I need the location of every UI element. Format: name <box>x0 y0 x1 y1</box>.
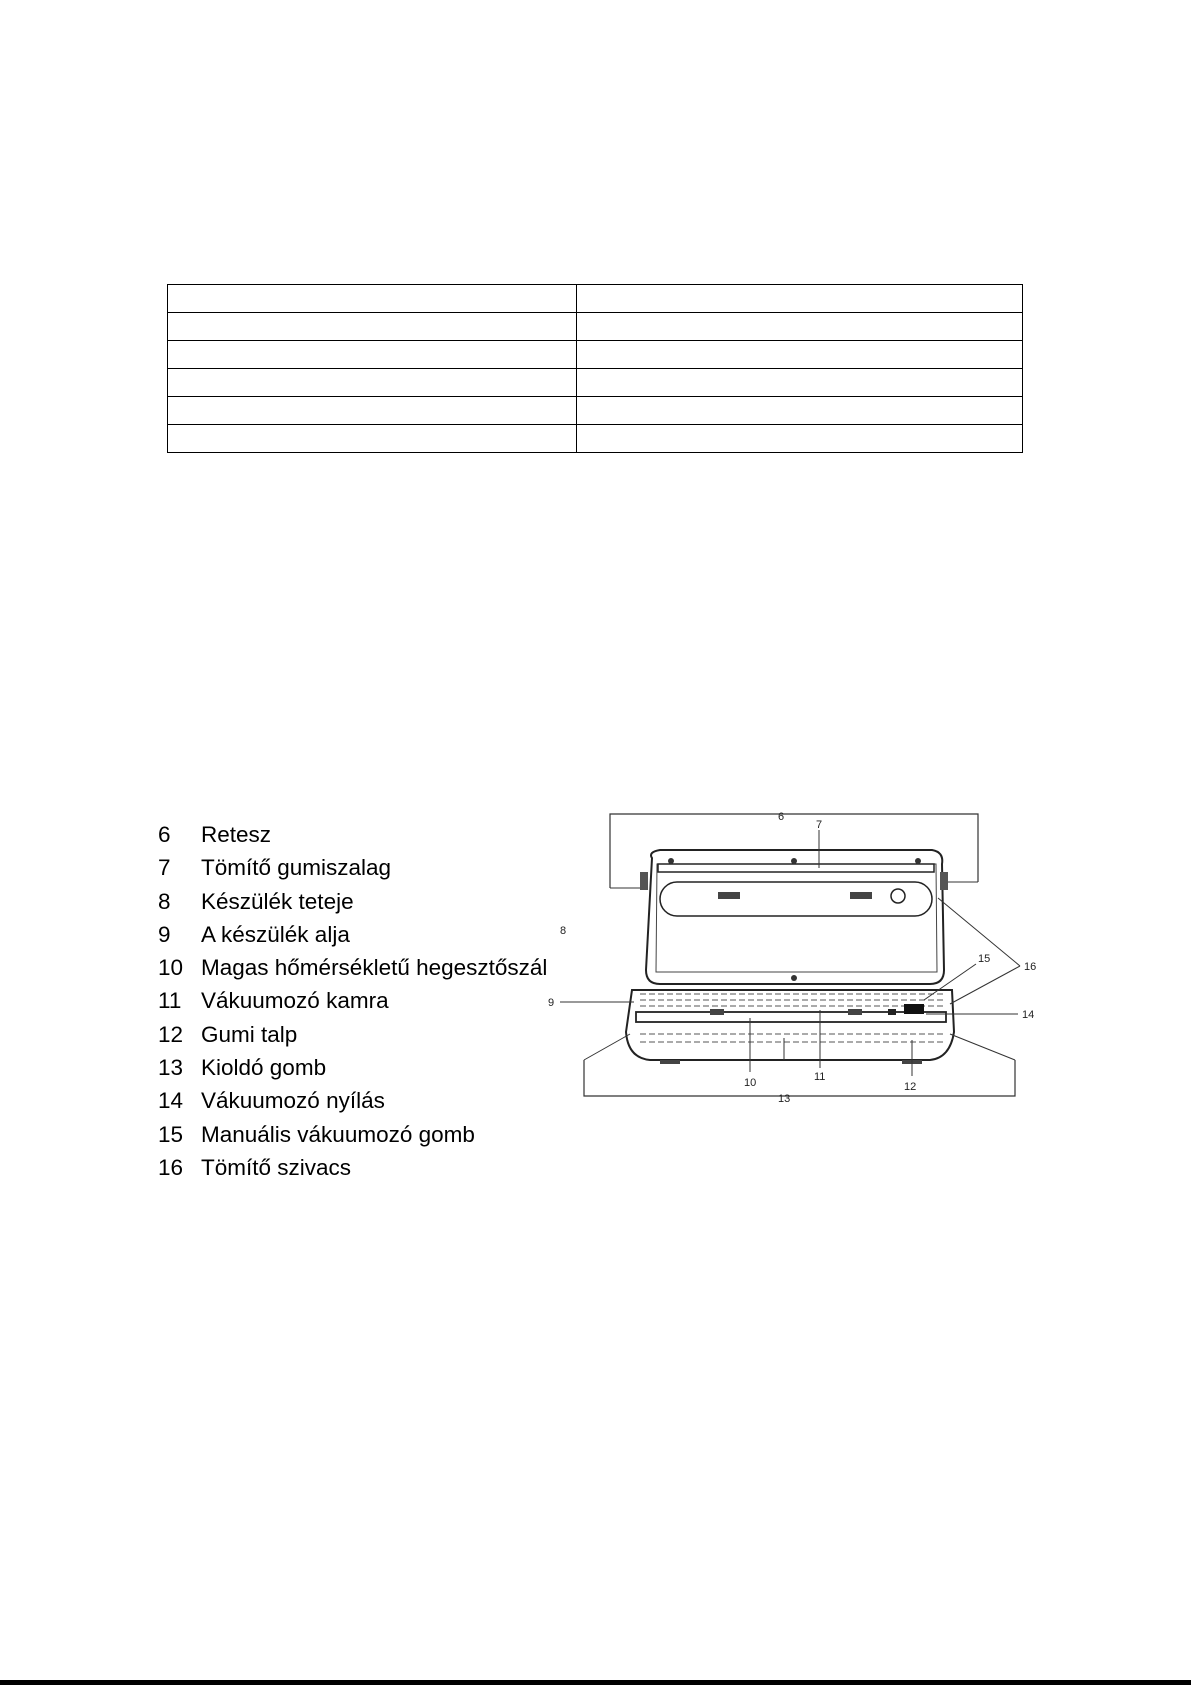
parts-list <box>158 818 547 1184</box>
table-cell <box>577 341 1023 369</box>
list-item <box>158 851 547 884</box>
callout-13: 13 <box>778 1093 791 1105</box>
callout-14: 14 <box>1022 1009 1035 1021</box>
table-cell <box>577 425 1023 453</box>
table-row <box>168 369 1023 397</box>
table-row <box>168 341 1023 369</box>
part-number: 8 <box>158 888 171 914</box>
part-number: 10 <box>158 955 184 981</box>
part-label: Vákuumozó kamra <box>201 988 389 1014</box>
table-cell <box>577 397 1023 425</box>
list-item <box>158 1018 547 1051</box>
part-number: 13 <box>158 1055 184 1081</box>
table-cell <box>168 397 577 425</box>
table-cell <box>168 369 577 397</box>
table-cell <box>577 369 1023 397</box>
list-item <box>158 1084 547 1117</box>
part-label: Magas hőmérsékletű hegesztőszál <box>201 955 548 981</box>
table-cell <box>168 313 577 341</box>
part-label: A készülék alja <box>201 921 350 947</box>
part-number: 14 <box>158 1088 184 1114</box>
list-item <box>158 984 547 1017</box>
table-row <box>168 397 1023 425</box>
part-label: Manuális vákuumozó gomb <box>201 1121 475 1147</box>
list-item <box>158 818 547 851</box>
callout-7: 7 <box>816 819 823 831</box>
table-cell <box>168 425 577 453</box>
spec-table <box>167 284 1023 453</box>
part-number: 9 <box>158 921 171 947</box>
part-label: Retesz <box>201 822 272 847</box>
list-item <box>158 951 547 984</box>
part-label: Tömítő gumiszalag <box>201 855 392 881</box>
list-item <box>158 1118 547 1151</box>
list-item <box>158 1151 547 1184</box>
part-number: 6 <box>158 822 171 847</box>
table-cell <box>168 341 577 369</box>
part-number: 16 <box>158 1154 184 1180</box>
table-cell <box>168 285 577 313</box>
part-number: 15 <box>158 1121 184 1147</box>
callout-8: 8 <box>560 925 567 937</box>
table-row <box>168 425 1023 453</box>
callout-9: 9 <box>548 997 555 1009</box>
list-item <box>158 1051 547 1084</box>
list-item <box>158 918 547 951</box>
table-cell <box>577 285 1023 313</box>
page-bottom-border <box>0 1680 1191 1685</box>
callout-15: 15 <box>978 953 991 965</box>
callout-12: 12 <box>904 1081 917 1093</box>
vacuum-sealer-diagram <box>535 800 1055 1110</box>
part-label: Készülék teteje <box>201 888 354 914</box>
part-number: 12 <box>158 1021 184 1047</box>
part-label: Tömítő szivacs <box>201 1154 352 1180</box>
callout-10: 10 <box>744 1077 757 1089</box>
callout-6: 6 <box>778 811 785 823</box>
list-item <box>158 885 547 918</box>
callout-11: 11 <box>814 1071 826 1083</box>
table-row <box>168 313 1023 341</box>
part-number: 7 <box>158 855 171 881</box>
part-label: Gumi talp <box>201 1021 298 1047</box>
table-row <box>168 285 1023 313</box>
callout-16: 16 <box>1024 961 1037 973</box>
table-cell <box>577 313 1023 341</box>
part-number: 11 <box>158 988 182 1014</box>
part-label: Kioldó gomb <box>201 1055 327 1081</box>
part-label: Vákuumozó nyílás <box>201 1088 385 1114</box>
